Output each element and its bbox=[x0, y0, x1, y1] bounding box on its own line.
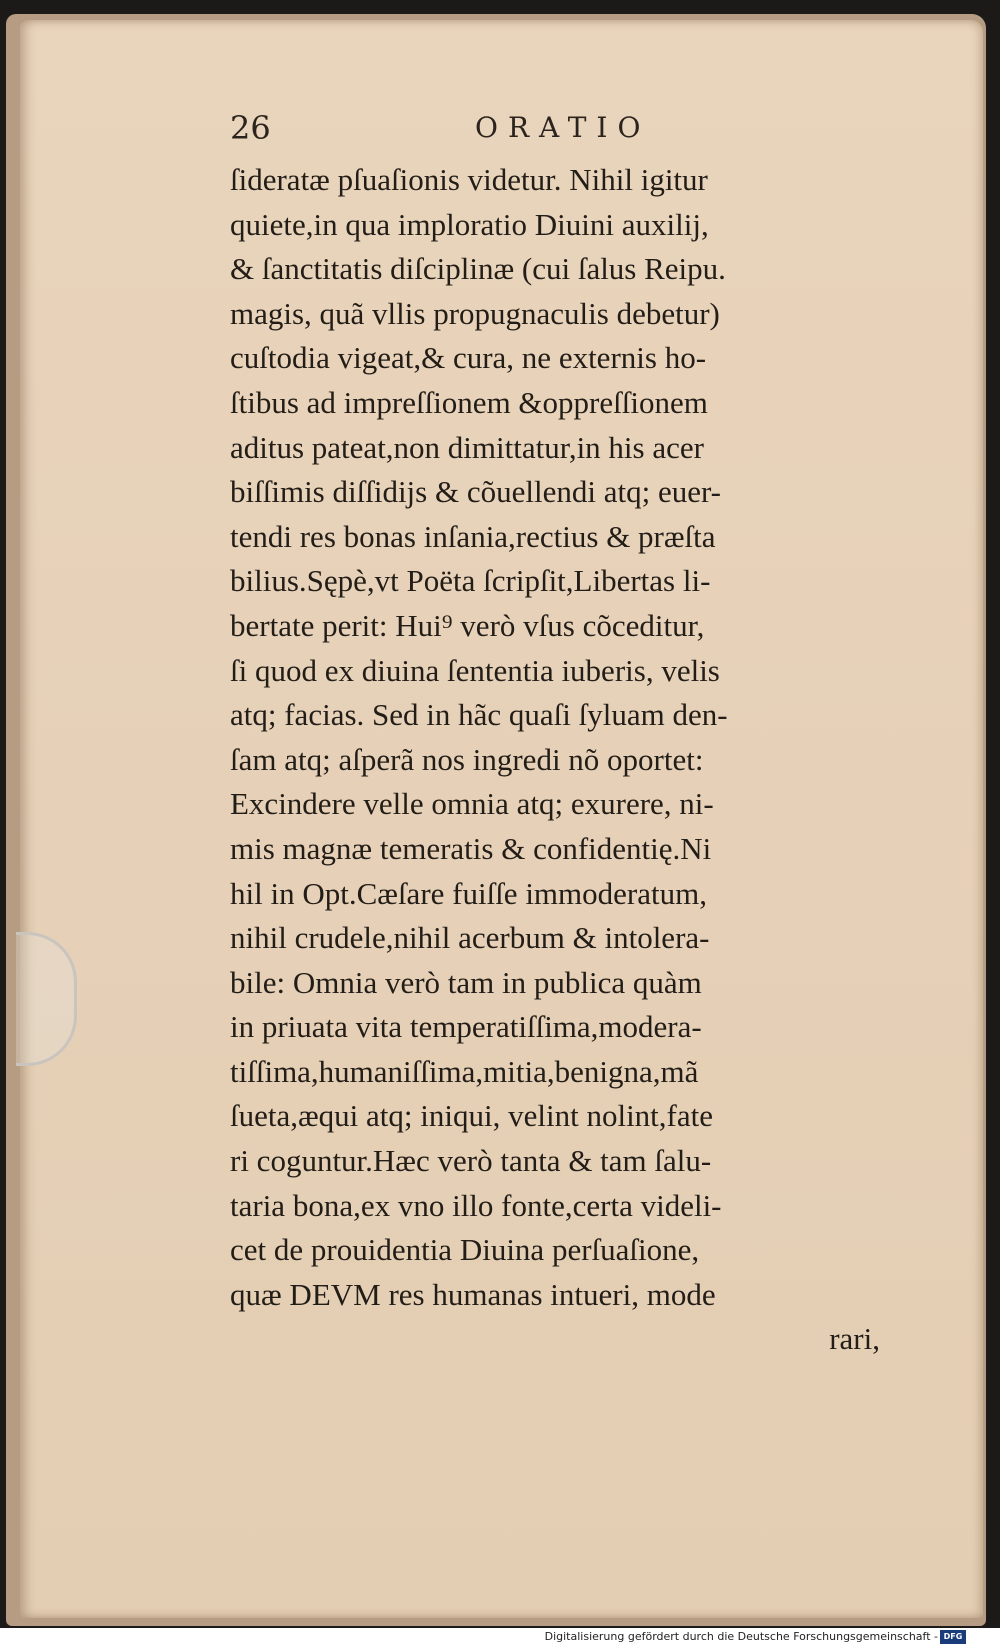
text-line: cet de prouidentia Diuina perſuaſione, bbox=[230, 1232, 700, 1268]
text-line: hil in Opt.Cæſare fuiſſe immoderatum, bbox=[230, 875, 707, 911]
text-line: ſam atq; aſperã nos ingredi nõ oportet: bbox=[230, 741, 704, 777]
catchword: rari, bbox=[829, 1321, 880, 1357]
text-line: quæ DEVM res humanas intueri, mode bbox=[230, 1276, 716, 1312]
text-line: cuſtodia vigeat,& cura, ne externis ho- bbox=[230, 340, 707, 376]
text-line: magis, quã vllis propugnaculis debetur) bbox=[230, 295, 720, 331]
text-line: quiete,in qua imploratio Diuini auxilij, bbox=[230, 206, 709, 242]
text-line: & ſanctitatis diſciplinæ (cui ſalus Reipu. bbox=[230, 251, 726, 287]
running-head bbox=[230, 108, 880, 158]
text-line: ſueta,æqui atq; iniqui, velint nolint,fate bbox=[230, 1098, 713, 1134]
text-block bbox=[230, 158, 890, 1362]
running-title: ORATIO bbox=[475, 111, 651, 144]
text-line: atq; facias. Sed in hãc quaſi ſyluam den- bbox=[230, 697, 728, 733]
text-line: bilius.Sępè,vt Poëta ſcripſit,Libertas li- bbox=[230, 563, 711, 599]
page-number: 26 bbox=[230, 109, 271, 147]
text-line: taria bona,ex vno illo fonte,certa videli- bbox=[230, 1187, 722, 1223]
digitization-credit: Digitalisierung gefördert durch die Deutsche Forschungsgemeinschaft - bbox=[544, 1630, 938, 1643]
text-line: nihil crudele,nihil acerbum & intolera- bbox=[230, 920, 710, 956]
text-line: aditus pateat,non dimittatur,in his acer bbox=[230, 429, 704, 465]
dfg-logo-icon: DFG bbox=[940, 1630, 966, 1644]
text-line: mis magnæ temeratis & confidentię.Ni bbox=[230, 830, 712, 866]
text-line: Excindere velle omnia atq; exurere, ni- bbox=[230, 786, 714, 822]
text-line: ſi quod ex diuina ſententia iuberis, velis bbox=[230, 652, 720, 688]
text-line: tiſſima,humaniſſima,mitia,benigna,mã bbox=[230, 1053, 699, 1089]
text-line: ſtibus ad impreſſionem &oppreſſionem bbox=[230, 384, 708, 420]
page-clip bbox=[16, 932, 77, 1066]
text-line: bile: Omnia verò tam in publica quàm bbox=[230, 964, 702, 1000]
text-line: biſſimis diſſidijs & cõuellendi atq; euer- bbox=[230, 474, 721, 510]
text-line: in priuata vita temperatiſſima,modera- bbox=[230, 1009, 702, 1045]
text-line: bertate perit: Hui⁹ verò vſus cõceditur, bbox=[230, 607, 705, 643]
text-line: ri coguntur.Hæc verò tanta & tam ſalu- bbox=[230, 1143, 712, 1179]
text-line: ſideratæ pſuaſionis videtur. Nihil igitur bbox=[230, 162, 708, 197]
text-line: tendi res bonas inſania,rectius & præſta bbox=[230, 518, 716, 554]
